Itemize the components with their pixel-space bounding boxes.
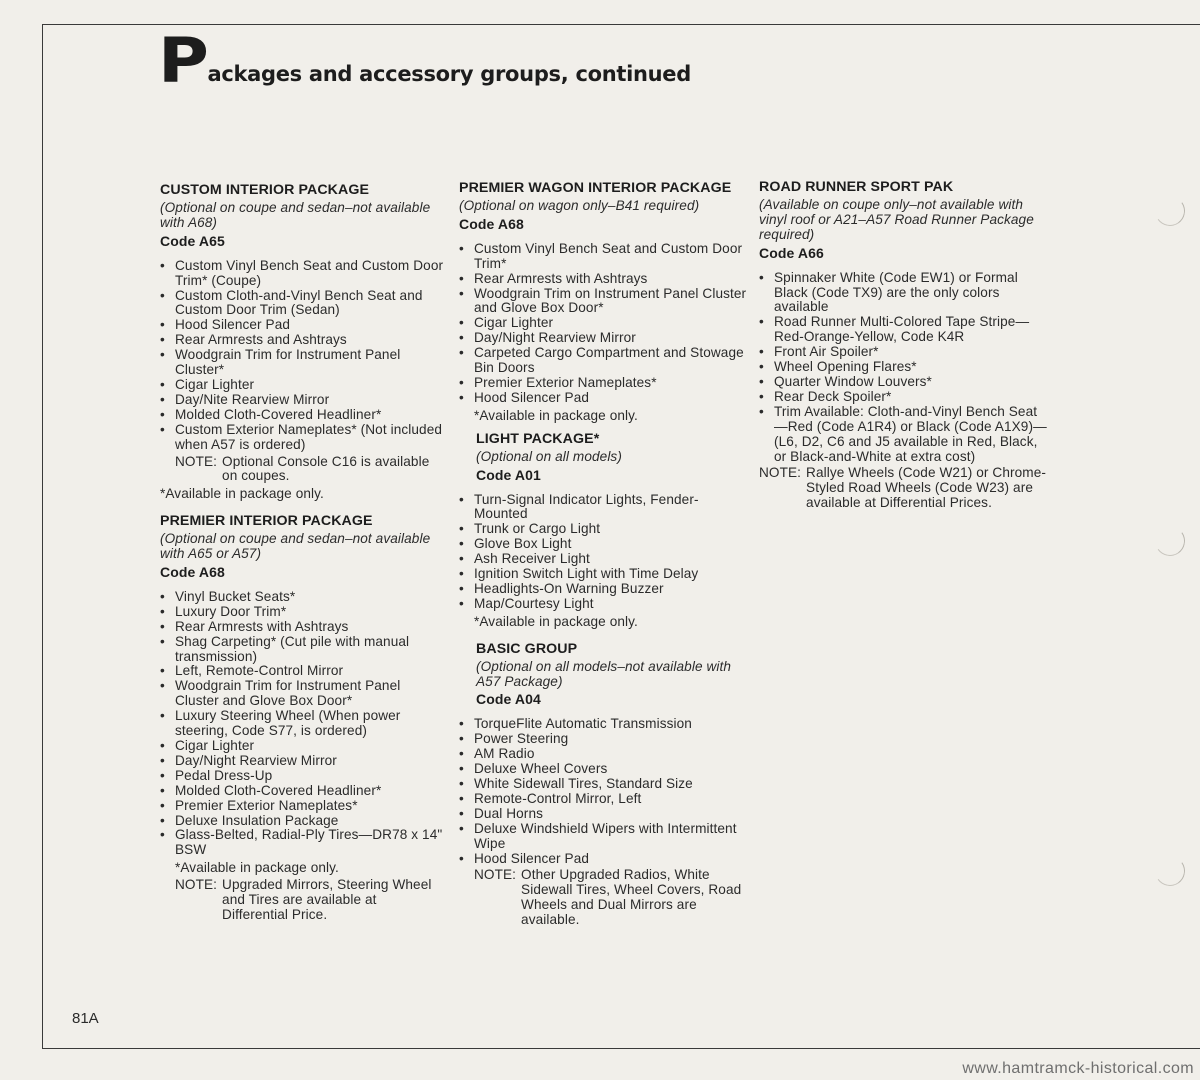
list-item: • Rear Deck Spoiler* xyxy=(759,390,1049,405)
list-item: • Ash Receiver Light xyxy=(459,552,749,567)
page-number: 81A xyxy=(72,1010,99,1027)
note-label: NOTE: xyxy=(474,867,517,883)
list-item: • Vinyl Bucket Seats* xyxy=(160,590,445,605)
section-availability: (Available on coupe only–not available with vinyl roof or A21–A57 Road Runner Package required) xyxy=(759,197,1034,242)
section-code: Code A65 xyxy=(160,232,225,249)
item-list xyxy=(459,242,749,406)
section-title: CUSTOM INTERIOR PACKAGE xyxy=(160,182,370,198)
list-item: • Luxury Door Trim* xyxy=(160,605,445,620)
item-list xyxy=(459,717,749,866)
list-item: • Deluxe Insulation Package xyxy=(160,814,445,829)
note-text: Optional Console C16 is available on coupes. xyxy=(222,453,430,484)
footnote: *Available in package only. xyxy=(175,860,339,876)
column-right xyxy=(759,180,1049,511)
premier-interior-package xyxy=(160,514,445,923)
list-item: • Custom Vinyl Bench Seat and Custom Door Trim* xyxy=(459,242,749,272)
list-item: • Deluxe Windshield Wipers with Intermittent Wipe xyxy=(459,822,749,852)
list-item: • Molded Cloth-Covered Headliner* xyxy=(160,784,445,799)
list-item: • Map/Courtesy Light xyxy=(459,597,749,612)
list-item: • Power Steering xyxy=(459,732,749,747)
list-item: • Cigar Lighter xyxy=(160,378,445,393)
list-item: • Front Air Spoiler* xyxy=(759,345,1049,360)
list-item: • Custom Exterior Nameplates* (Not included when A57 is ordered) xyxy=(160,423,445,453)
column-middle xyxy=(459,181,749,928)
list-item: • Rear Armrests with Ashtrays xyxy=(459,272,749,287)
note-text: Other Upgraded Radios, White Sidewall Tires, Wheel Covers, Road Wheels and Dual Mirrors are available. xyxy=(521,867,742,928)
note-label: NOTE: xyxy=(175,453,218,469)
list-item: • Premier Exterior Nameplates* xyxy=(160,799,445,814)
list-item: • Day/Night Rearview Mirror xyxy=(160,754,445,769)
list-item: • Headlights-On Warning Buzzer xyxy=(459,582,749,597)
footnote: *Available in package only. xyxy=(474,613,638,629)
list-item: • Trunk or Cargo Light xyxy=(459,522,749,537)
custom-interior-package xyxy=(160,183,445,502)
title-text: ackages and accessory groups, continued xyxy=(207,62,691,86)
item-list xyxy=(160,590,445,858)
list-item: • Trim Available: Cloth-and-Vinyl Bench Seat—Red (Code A1R4) or Black (Code A1X9)—(L6, D2, C6 and J5 available in Red, Black, or Black-and-White at extra cost) xyxy=(759,405,1049,465)
section-code: Code A04 xyxy=(476,691,541,708)
basic-group xyxy=(459,642,749,708)
list-item: • Cigar Lighter xyxy=(459,316,749,331)
list-item: • Spinnaker White (Code EW1) or Formal Black (Code TX9) are the only colors available xyxy=(759,271,1049,316)
list-item: • White Sidewall Tires, Standard Size xyxy=(459,777,749,792)
section-title: PREMIER WAGON INTERIOR PACKAGE xyxy=(459,180,732,196)
list-item: • Road Runner Multi-Colored Tape Stripe—Red-Orange-Yellow, Code K4R xyxy=(759,315,1049,345)
footnote: *Available in package only. xyxy=(160,486,324,502)
list-item: • Hood Silencer Pad xyxy=(160,318,445,333)
list-item: • Turn-Signal Indicator Lights, Fender-Mounted xyxy=(459,493,749,523)
section-note xyxy=(459,868,749,928)
section-availability: (Optional on coupe and sedan–not available with A65 or A57) xyxy=(160,531,431,562)
list-item: • Cigar Lighter xyxy=(160,739,445,754)
section-code: Code A66 xyxy=(759,244,824,261)
section-title: BASIC GROUP xyxy=(476,640,578,657)
section-availability: (Optional on all models–not available with A57 Package) xyxy=(476,658,732,689)
road-runner-sport-pak xyxy=(759,180,1049,511)
list-item: • Left, Remote-Control Mirror xyxy=(160,664,445,679)
item-list xyxy=(459,493,749,612)
premier-wagon-interior-package xyxy=(459,181,749,424)
footnote: *Available in package only. xyxy=(474,407,638,423)
title-drop-cap: P xyxy=(158,24,207,97)
list-item: • Remote-Control Mirror, Left xyxy=(459,792,749,807)
list-item: • Custom Vinyl Bench Seat and Custom Door Trim* (Coupe) xyxy=(160,259,445,289)
item-list xyxy=(759,271,1049,465)
list-item: • Quarter Window Louvers* xyxy=(759,375,1049,390)
list-item: • Glass-Belted, Radial-Ply Tires—DR78 x 14" BSW xyxy=(160,828,445,858)
list-item: • Pedal Dress-Up xyxy=(160,769,445,784)
section-note xyxy=(160,878,445,923)
section-availability: (Optional on all models) xyxy=(476,448,622,464)
list-item: • Custom Cloth-and-Vinyl Bench Seat and Custom Door Trim (Sedan) xyxy=(160,289,445,319)
list-item: • Premier Exterior Nameplates* xyxy=(459,376,749,391)
list-item: • Ignition Switch Light with Time Delay xyxy=(459,567,749,582)
list-item: • Day/Night Rearview Mirror xyxy=(459,331,749,346)
list-item: • Day/Nite Rearview Mirror xyxy=(160,393,445,408)
list-item: • Shag Carpeting* (Cut pile with manual transmission) xyxy=(160,635,445,665)
list-item: • Deluxe Wheel Covers xyxy=(459,762,749,777)
list-item: • Woodgrain Trim on Instrument Panel Cluster and Glove Box Door* xyxy=(459,287,749,317)
section-code: Code A01 xyxy=(476,466,541,483)
list-item: • Dual Horns xyxy=(459,807,749,822)
section-title: ROAD RUNNER SPORT PAK xyxy=(759,179,954,195)
section-code: Code A68 xyxy=(160,564,225,581)
list-item: • Wheel Opening Flares* xyxy=(759,360,1049,375)
page-title xyxy=(158,24,691,97)
list-item: • Carpeted Cargo Compartment and Stowage Bin Doors xyxy=(459,346,749,376)
list-item: • Glove Box Light xyxy=(459,537,749,552)
section-code: Code A68 xyxy=(459,215,524,232)
list-item: • TorqueFlite Automatic Transmission xyxy=(459,717,749,732)
section-title: PREMIER INTERIOR PACKAGE xyxy=(160,513,373,530)
light-package xyxy=(459,432,749,483)
list-item: • Luxury Steering Wheel (When power steering, Code S77, is ordered) xyxy=(160,709,445,739)
section-note xyxy=(759,466,1049,511)
section-availability: (Optional on wagon only–B41 required) xyxy=(459,198,700,213)
note-text: Upgraded Mirrors, Steering Wheel and Tires are available at Differential Price. xyxy=(222,877,432,922)
list-item: • AM Radio xyxy=(459,747,749,762)
list-item: • Hood Silencer Pad xyxy=(459,852,749,867)
section-availability: (Optional on coupe and sedan–not available with A68) xyxy=(160,200,431,230)
list-item: • Woodgrain Trim for Instrument Panel Cluster and Glove Box Door* xyxy=(160,679,445,709)
list-item: • Rear Armrests with Ashtrays xyxy=(160,620,445,635)
watermark: www.hamtramck-historical.com xyxy=(962,1060,1194,1077)
list-item: • Hood Silencer Pad xyxy=(459,391,749,406)
list-item: • Rear Armrests and Ashtrays xyxy=(160,333,445,348)
section-note xyxy=(160,455,445,485)
note-label: NOTE: xyxy=(175,877,218,893)
list-item: • Woodgrain Trim for Instrument Panel Cluster* xyxy=(160,348,445,378)
note-label: NOTE: xyxy=(759,465,802,481)
note-text: Rallye Wheels (Code W21) or Chrome-Styled Road Wheels (Code W23) are available at Differential Prices. xyxy=(806,465,1046,511)
section-title: LIGHT PACKAGE* xyxy=(476,430,600,447)
item-list xyxy=(160,259,445,453)
column-left xyxy=(160,183,445,923)
list-item: • Molded Cloth-Covered Headliner* xyxy=(160,408,445,423)
